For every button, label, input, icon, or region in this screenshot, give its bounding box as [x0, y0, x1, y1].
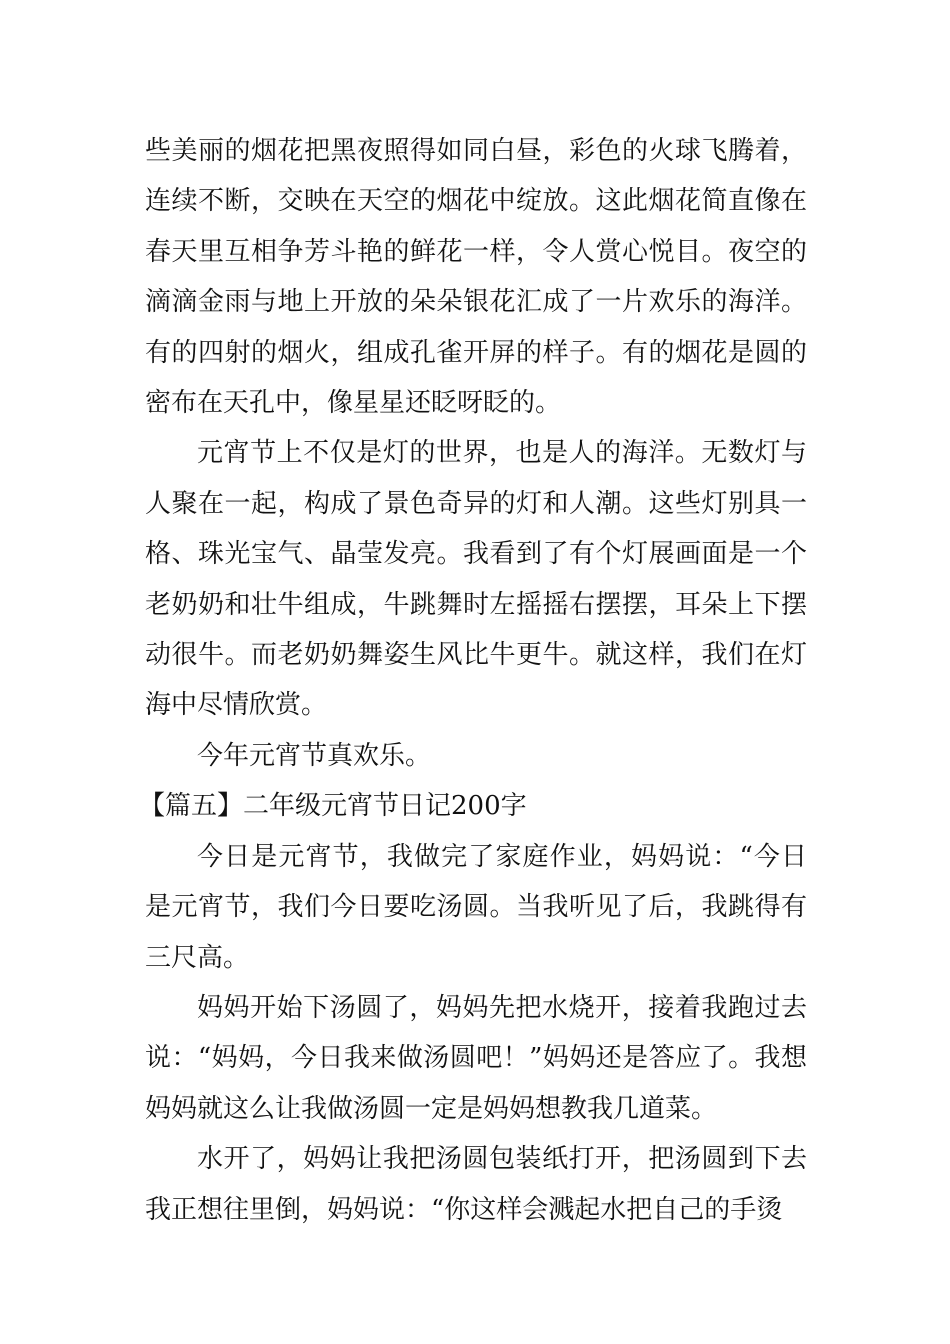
section-heading: 【篇五】二年级元宵节日记200字: [139, 791, 527, 822]
paragraph-lanterns: 元宵节上不仅是灯的世界，也是人的海洋。无数灯与人聚在一起，构成了景色奇异的灯和人潮。这些灯别具一格、珠光宝气、晶莹发亮。我看到了有个灯展画面是一个老奶奶和壮牛组成，牛跳舞时左摇摇右摆摆，耳朵上下摆动很牛。而老奶奶舞姿生风比牛更牛。就这样，我们在灯海中尽情欣赏。: [145, 438, 807, 721]
paragraph-boiling: 水开了，妈妈让我把汤圆包装纸打开，把汤圆到下去我正想往里倒，妈妈说：“你这样会溅起水把自己的手烫: [145, 1144, 807, 1225]
paragraph-homework: 今日是元宵节，我做完了家庭作业，妈妈说：“今日是元宵节，我们今日要吃汤圆。当我听见了后，我跳得有三尺高。: [145, 841, 807, 973]
paragraph-cooking: 妈妈开始下汤圆了，妈妈先把水烧开，接着我跑过去说：“妈妈，今日我来做汤圆吧！”妈妈还是答应了。我想妈妈就这么让我做汤圆一定是妈妈想教我几道菜。: [145, 992, 807, 1124]
paragraph-conclusion: 今年元宵节真欢乐。: [197, 740, 432, 771]
paragraph-fireworks: 些美丽的烟花把黑夜照得如同白昼，彩色的火球飞腾着，连续不断，交映在天空的烟花中绽放。这此烟花简直像在春天里互相争芳斗艳的鲜花一样，令人赏心悦目。夜空的滴滴金雨与地上开放的朵朵银花汇成了一片欢乐的海洋。有的四射的烟火，组成孔雀开屏的样子。有的烟花是圆的密布在天孔中，像星星还眨呀眨的。: [145, 136, 807, 419]
document-page: [139, 126, 807, 1235]
